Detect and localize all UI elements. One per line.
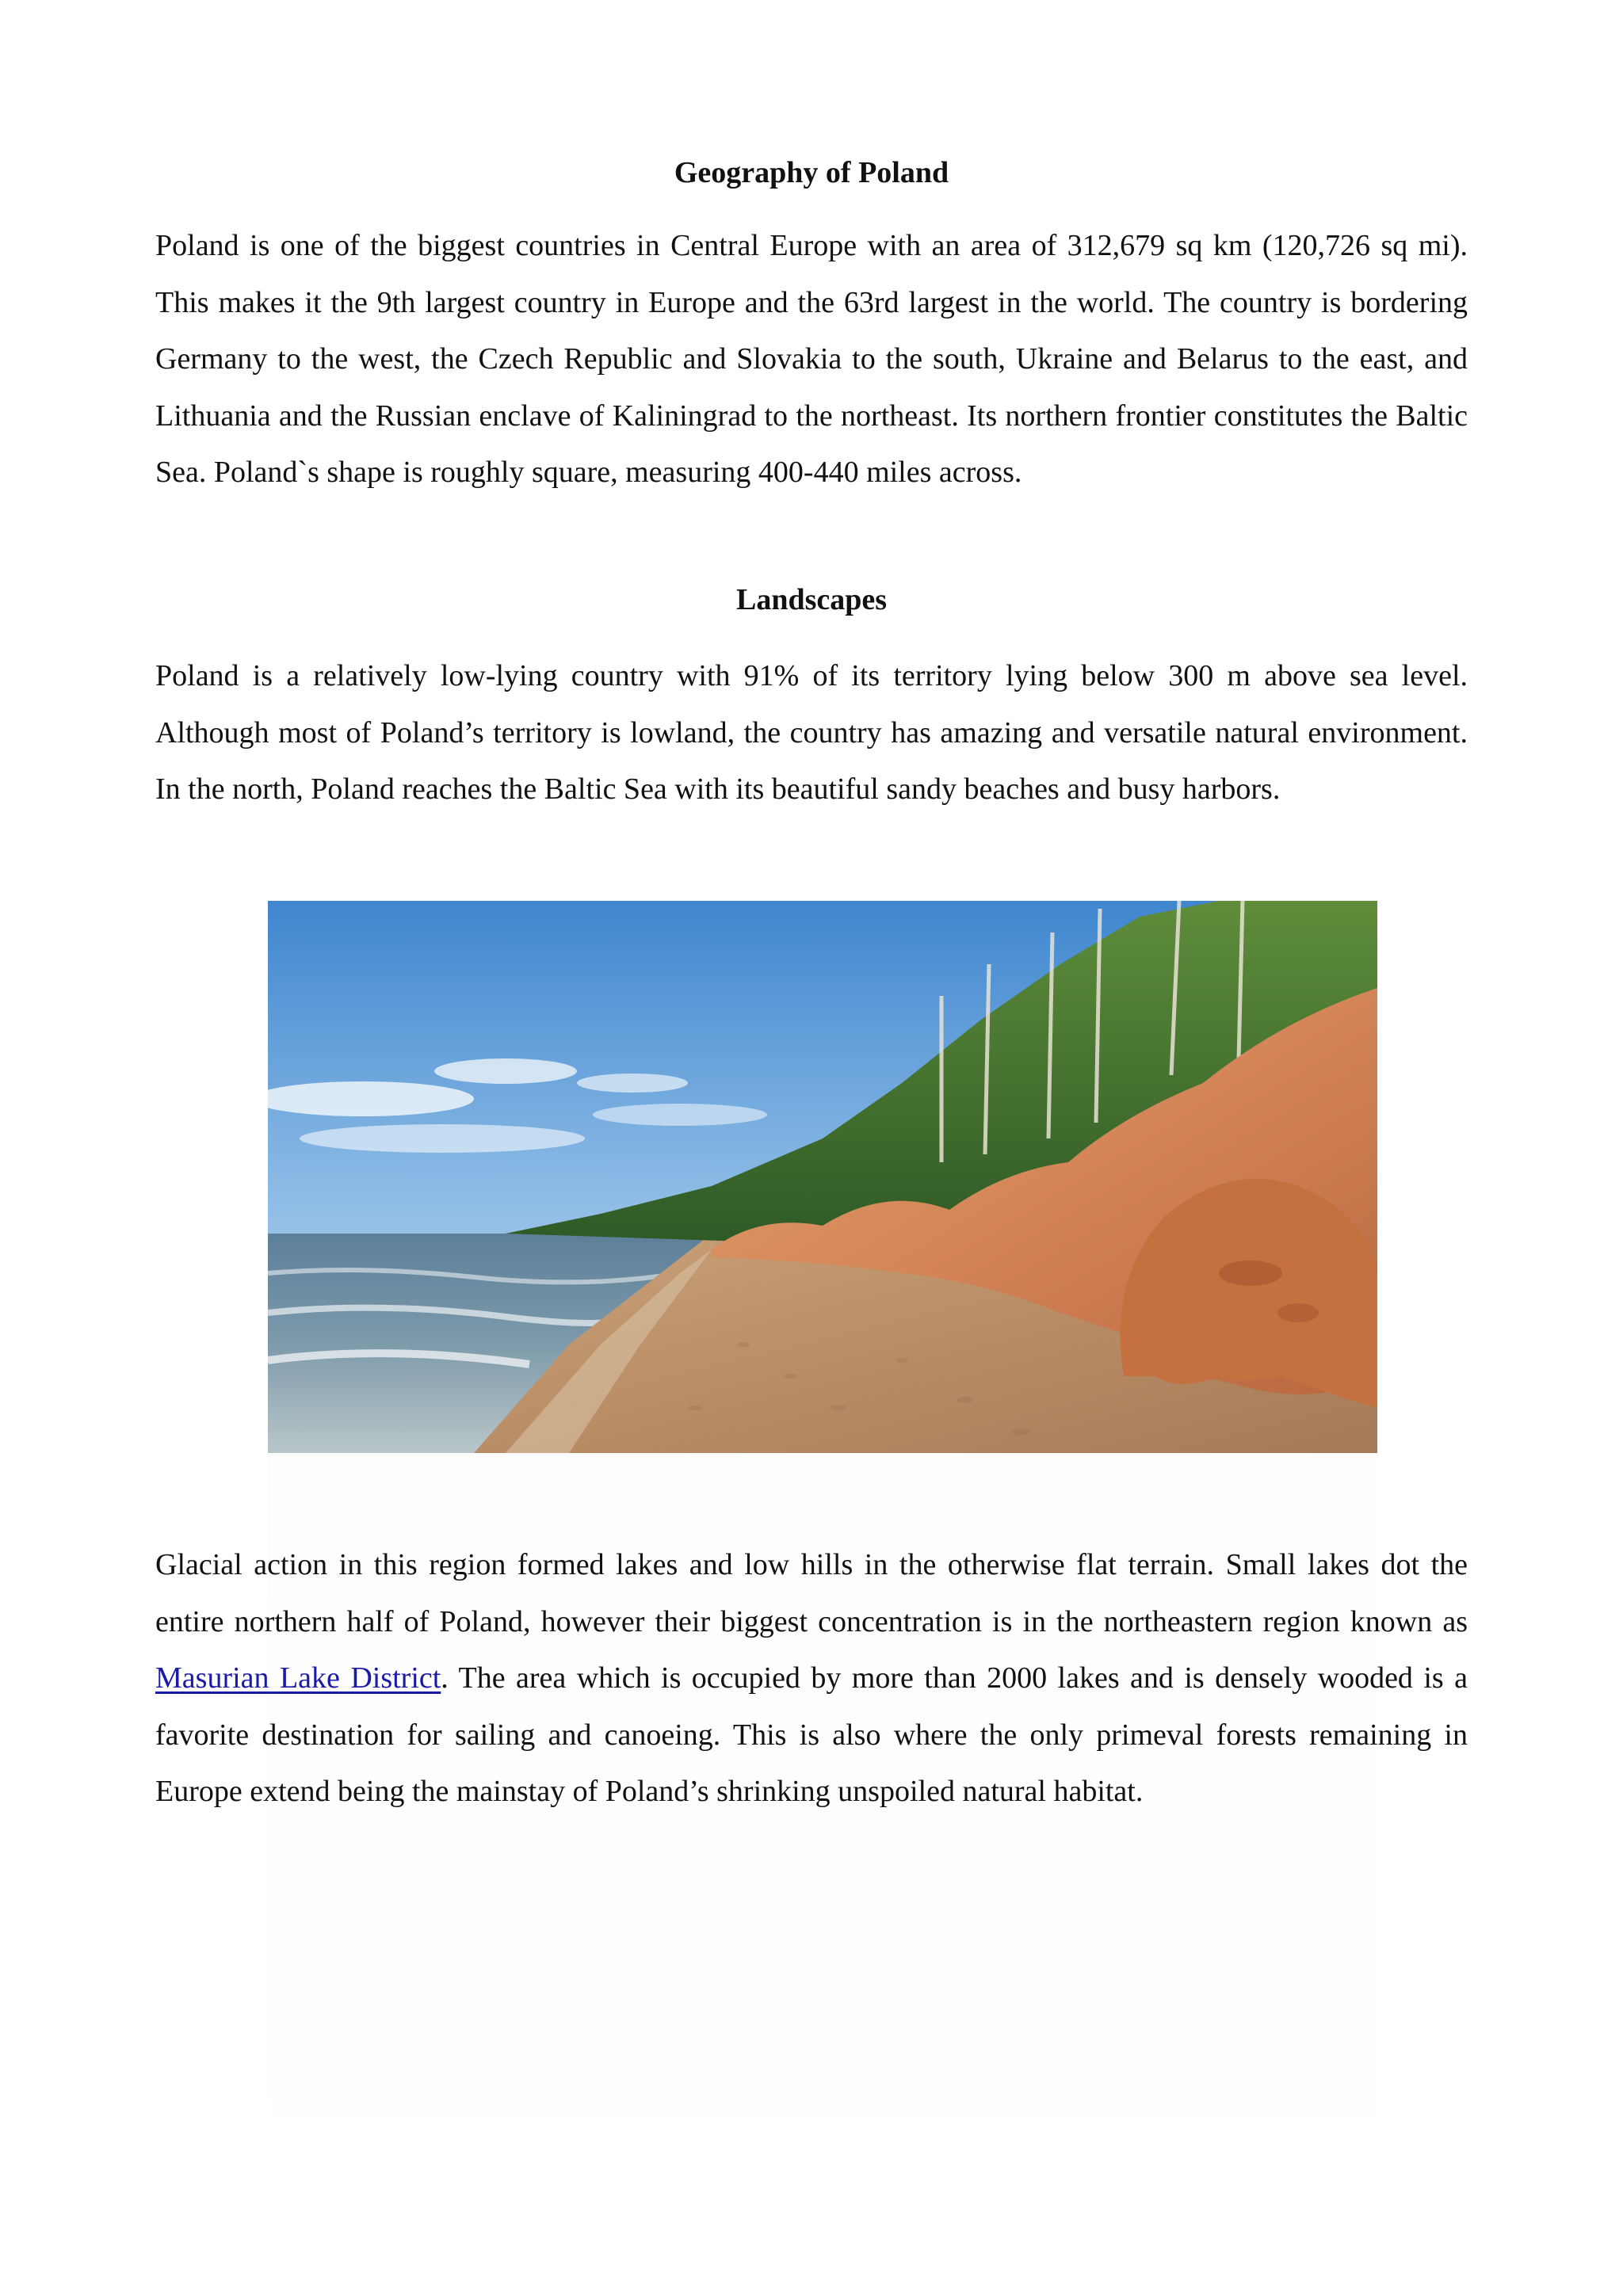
glacial-text-after-link: . The area which is occupied by more than 2000 lakes and is densely wooded is a favorite destination for sailing and canoeing. This is also where the only primeval forests remaining in Europe extend being the mainstay of Poland’s shrinking unspoiled natural habitat.	[155, 1661, 1468, 1808]
baltic-coast-photo	[268, 901, 1377, 1453]
document-title: Geography of Poland	[674, 156, 949, 189]
masurian-lake-district-link[interactable]: Masurian Lake District	[155, 1661, 441, 1695]
glacial-text-before-link: Glacial action in this region formed lakes and low hills in the otherwise flat terrain. Small lakes dot the entire northern half of Poland, however their biggest concentration is in the northeastern region known as	[155, 1548, 1468, 1638]
intro-paragraph: Poland is one of the biggest countries in Central Europe with an area of 312,679 sq km (120,726 sq mi). This makes it the 9th largest country in Europe and the 63rd largest in the world. The country is bordering Germany to the west, the Czech Republic and Slovakia to the south, Ukraine and Belarus to the east, and Lithuania and the Russian enclave of Kaliningrad to the northeast. Its northern frontier constitutes the Baltic Sea. Poland`s shape is roughly square, measuring 400-440 miles across.	[155, 229, 1468, 489]
glacial-paragraph	[155, 1537, 1468, 1821]
landscapes-heading: Landscapes	[735, 583, 888, 616]
landscapes-paragraph: Poland is a relatively low-lying country with 91% of its territory lying below 300 m above sea level. Although most of Poland’s territory is lowland, the country has amazing and versatile natural environment. In the north, Poland reaches the Baltic Sea with its beautiful sandy beaches and busy harbors.	[155, 659, 1468, 806]
